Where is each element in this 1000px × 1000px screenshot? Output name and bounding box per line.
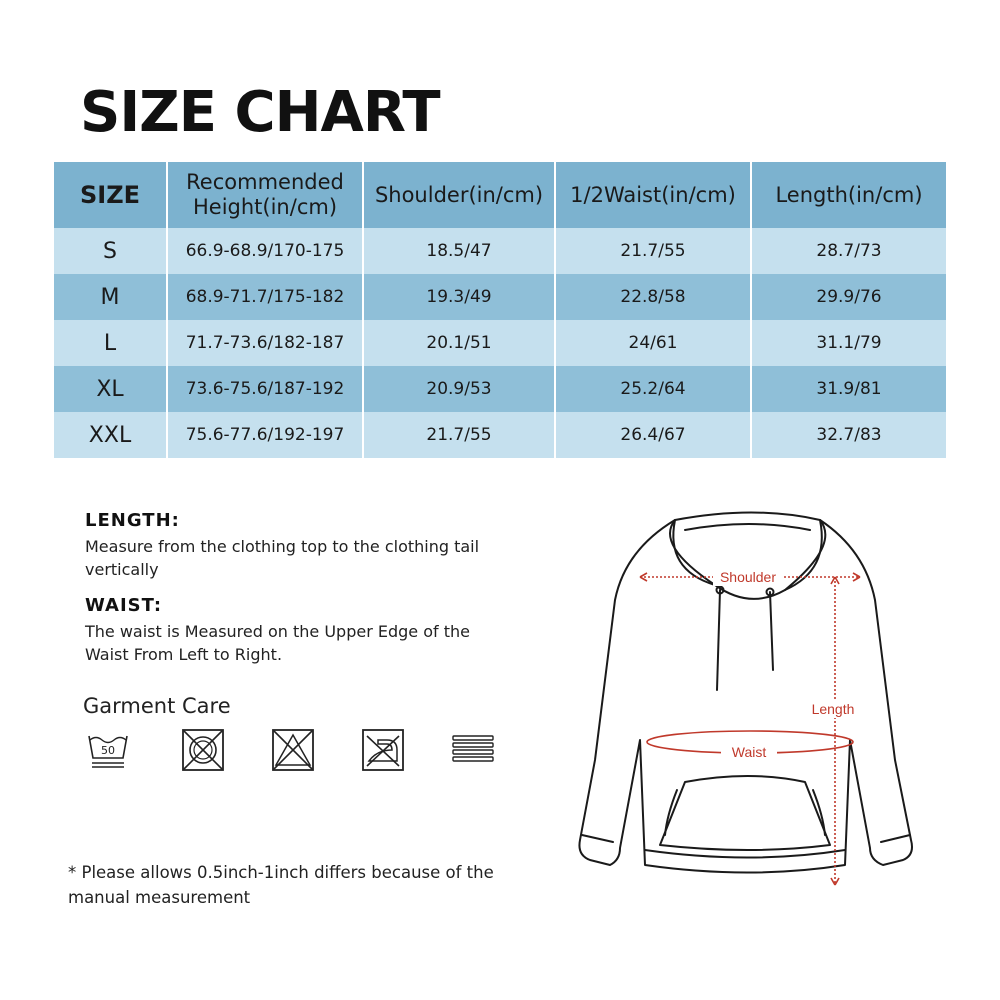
cell-shoulder: 20.9/53: [364, 366, 554, 412]
table-header-row: [54, 162, 946, 228]
cell-size: S: [54, 228, 166, 274]
waist-heading: WAIST:: [85, 595, 163, 616]
table-row: [54, 228, 946, 274]
size-table: [52, 162, 948, 458]
header-height-label: Recommended Height(in/cm): [186, 170, 344, 219]
table-row: [54, 366, 946, 412]
cell-size: M: [54, 274, 166, 320]
cell-shoulder: 19.3/49: [364, 274, 554, 320]
table-row: [54, 274, 946, 320]
cell-length: 31.9/81: [752, 366, 946, 412]
cell-shoulder: 18.5/47: [364, 228, 554, 274]
do-not-bleach-icon: [271, 728, 315, 772]
header-height: [168, 162, 362, 228]
cell-size: XXL: [54, 412, 166, 458]
cell-height: 75.6-77.6/192-197: [168, 412, 362, 458]
do-not-tumble-dry-icon: [181, 728, 225, 772]
header-shoulder: Shoulder(in/cm): [364, 162, 554, 228]
cell-waist: 24/61: [556, 320, 750, 366]
cell-height: 71.7-73.6/182-187: [168, 320, 362, 366]
header-size: SIZE: [54, 162, 166, 228]
cell-size: L: [54, 320, 166, 366]
garment-care-title: Garment Care: [83, 694, 231, 718]
cell-waist: 21.7/55: [556, 228, 750, 274]
length-label: Length: [811, 701, 855, 717]
length-heading: LENGTH:: [85, 510, 180, 531]
cell-length: 32.7/83: [752, 412, 946, 458]
cell-waist: 26.4/67: [556, 412, 750, 458]
hoodie-diagram: [565, 510, 945, 910]
table-row: [54, 412, 946, 458]
cell-length: 29.9/76: [752, 274, 946, 320]
cell-size: XL: [54, 366, 166, 412]
header-length: Length(in/cm): [752, 162, 946, 228]
table-row: [54, 320, 946, 366]
shoulder-label: Shoulder: [719, 569, 777, 585]
page-title: SIZE CHART: [80, 80, 440, 145]
cell-shoulder: 20.1/51: [364, 320, 554, 366]
cell-height: 73.6-75.6/187-192: [168, 366, 362, 412]
do-not-iron-icon: [361, 728, 405, 772]
length-description: Measure from the clothing top to the clothing tail vertically: [85, 537, 480, 579]
cell-height: 68.9-71.7/175-182: [168, 274, 362, 320]
waist-description: The waist is Measured on the Upper Edge of the Waist From Left to Right.: [85, 622, 470, 664]
cell-shoulder: 21.7/55: [364, 412, 554, 458]
wash-temp-label: 50: [101, 744, 115, 757]
waist-label: Waist: [731, 744, 767, 760]
cell-length: 31.1/79: [752, 320, 946, 366]
cell-waist: 22.8/58: [556, 274, 750, 320]
measurement-note: * Please allows 0.5inch-1inch differs because of the manual measurement: [68, 863, 494, 907]
dry-flat-icon: [451, 728, 495, 772]
cell-height: 66.9-68.9/170-175: [168, 228, 362, 274]
wash-50-icon: [86, 728, 130, 772]
cell-waist: 25.2/64: [556, 366, 750, 412]
header-waist: 1/2Waist(in/cm): [556, 162, 750, 228]
cell-length: 28.7/73: [752, 228, 946, 274]
